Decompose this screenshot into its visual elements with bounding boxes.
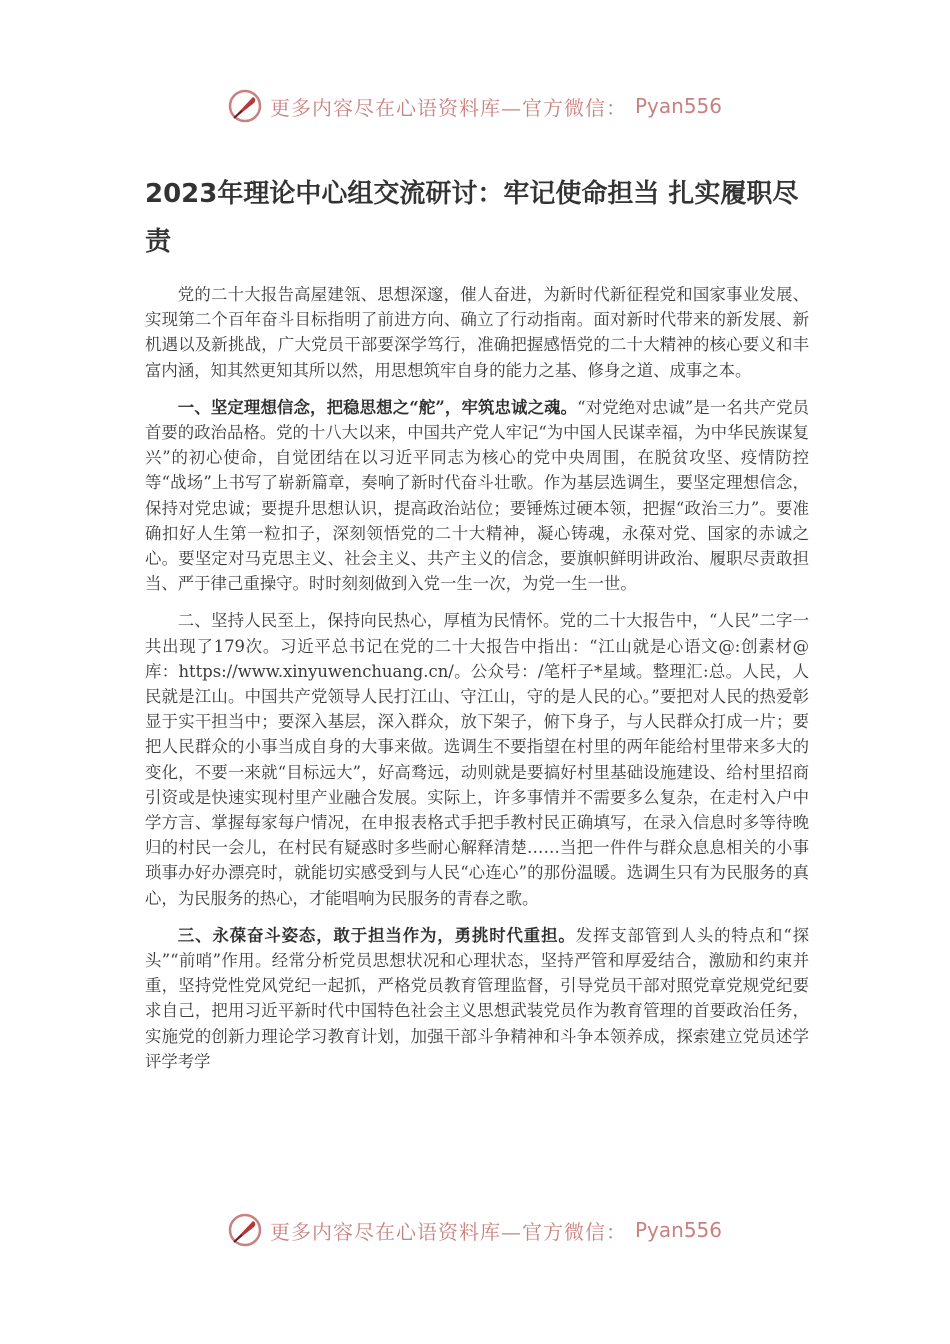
paragraph: 一、坚定理想信念，把稳思想之“舵”，牢筑忠诚之魂。“对党绝对忠诚”是一名共产党员首要的政治品格。党的十八大以来，中国共产党人牢记“为中国人民谋幸福，为中华民族谋复兴”的初心使命，自觉团结在以习近平同志为核心的党中央周围，在脱贫攻坚、疫情防控等“战场”上书写了崭新篇章，奏响了新时代奋斗壮歌。作为基层选调生，要坚定理想信念，保持对党忠诚；要提升思想认识，提高政治站位；要锤炼过硬本领，把握“政治三力”。要准确扣好人生第一粒扣子，深刻领悟党的二十大精神，凝心铸魂，永葆对党、国家的赤诚之心。要坚定对马克思主义、社会主义、共产主义的信念，要旗帜鲜明讲政治、履职尽责敢担当、严于律己重操守。时时刻刻做到入党一生一次，为党一生一世。 [145, 397, 810, 594]
feather-pen-logo-icon [228, 1213, 262, 1247]
footer-banner [0, 1208, 950, 1252]
wechat-id: Pyan556 [634, 94, 722, 118]
wechat-id: Pyan556 [634, 1218, 722, 1242]
page-title: 2023年理论中心组交流研讨：牢记使命担当 扎实履职尽责 [145, 179, 799, 257]
feather-pen-logo-icon [228, 89, 262, 123]
paragraph-heading: 一、坚定理想信念，把稳思想之“舵”，牢筑忠诚之魂。 [177, 397, 578, 417]
document-body [145, 282, 809, 1086]
header-banner [0, 84, 950, 128]
banner-text: 更多内容尽在心语资料库—官方微信： [269, 1219, 627, 1244]
paragraph-heading: 三、永葆奋斗姿态，敢于担当作为，勇挑时代重担。 [177, 925, 576, 945]
paragraph: 党的二十大报告高屋建瓴、思想深邃，催人奋进，为新时代新征程党和国家事业发展、实现第二个百年奋斗目标指明了前进方向、确立了行动指南。面对新时代带来的新发展、新机遇以及新挑战，广大党员干部要深学笃行，准确把握感悟党的二十大精神的核心要义和丰富内涵，知其然更知其所以然，用思想筑牢自身的能力之基、修身之道、成事之本。 [145, 285, 809, 380]
banner-text: 更多内容尽在心语资料库—官方微信： [269, 95, 627, 120]
paragraph: 二、坚持人民至上，保持向民热心，厚植为民情怀。党的二十大报告中，“人民”二字一共出现了179次。习近平总书记在党的二十大报告中指出：“江山就是心语文@:创素材@库：https://www.xinyuwenchuang.cn/。公众号：/笔杆子*星域。整理汇:总。人民，人民就是江山。中国共产党领导人民打江山、守江山，守的是人民的心。”要把对人民的热爱彰显于实干担当中；要深入基层，深入群众，放下架子，俯下身子，与人民群众打成一片；要把人民群众的小事当成自身的大事来做。选调生不要指望在村里的两年能给村里带来多大的变化，不要一来就“目标远大”，好高骛远，动则就是要搞好村里基础设施建设、给村里招商引资或是快速实现村里产业融合发展。实际上，许多事情并不需要多么复杂，在走村入户中学方言、掌握每家每户情况，在申报表格式手把手教村民正确填写，在录入信息时多等待晚归的村民一会儿，在村民有疑惑时多些耐心解释清楚……当把一件件与群众息息相关的小事琐事办好办漂亮时，就能切实感受到与人民“心连心”的那份温暖。选调生只有为民服务的真心，为民服务的热心，才能唱响为民服务的青春之歌。 [145, 611, 809, 908]
paragraph: 三、永葆奋斗姿态，敢于担当作为，勇挑时代重担。发挥支部管到人头的特点和“探头”“前哨”作用。经常分析党员思想状况和心理状态，坚持严管和厚爱结合，激励和约束并重，坚持党性党风党纪一起抓，严格党员教育管理监督，引导党员干部对照党章党规党纪要求自己，把用习近平新时代中国特色社会主义思想武装党员作为教育管理的首要政治任务，实施党的创新力理论学习教育计划，加强干部斗争精神和斗争本领养成，探索建立党员述学评学考学 [145, 925, 810, 1071]
